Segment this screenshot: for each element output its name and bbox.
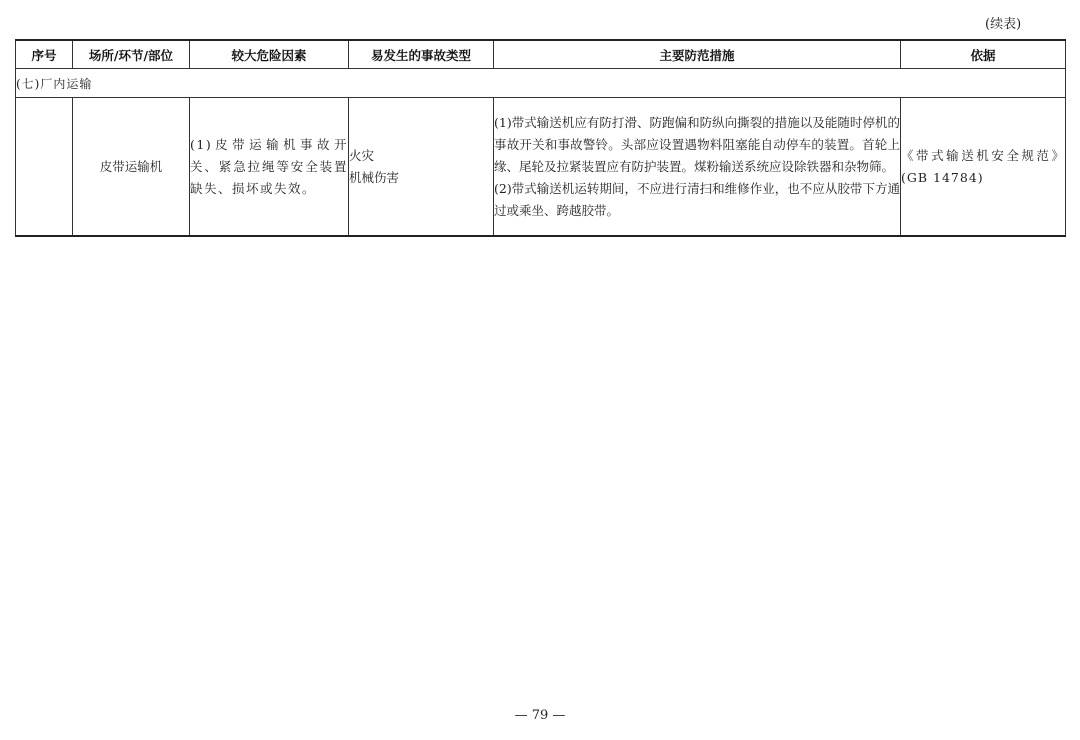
header-accident-type: 易发生的事故类型	[349, 40, 494, 69]
section-title: (七)厂内运输	[16, 69, 1066, 98]
cell-basis: 《带式输送机安全规范》(GB 14784)	[901, 98, 1066, 237]
hazard-table	[15, 39, 1066, 237]
page-number: — 79 —	[514, 708, 566, 723]
header-basis: 依据	[901, 40, 1066, 69]
header-index: 序号	[16, 40, 73, 69]
measure-item-2: (2)带式输送机运转期间，不应进行清扫和维修作业，也不应从胶带下方通过或乘坐、跨越胶带。	[494, 180, 900, 218]
header-place: 场所/环节/部位	[73, 40, 190, 69]
accident-type-mechanical: 机械伤害	[349, 169, 400, 185]
table-row	[16, 98, 1066, 237]
cell-hazard: (1)皮带运输机事故开关、紧急拉绳等安全装置缺失、损坏或失效。	[190, 98, 349, 237]
table-header-row	[16, 40, 1066, 69]
header-measures: 主要防范措施	[494, 40, 901, 69]
cell-place: 皮带运输机	[73, 98, 190, 237]
continued-label: (续表)	[985, 17, 1022, 32]
header-hazard: 较大危险因素	[190, 40, 349, 69]
measure-item-1: (1)带式输送机应有防打滑、防跑偏和防纵向撕裂的措施以及能随时停机的事故开关和事故警铃。头部应设置遇物料阻塞能自动停车的装置。首轮上缘、尾轮及拉紧装置应有防护装置。煤粉输送系统应设除铁器和杂物筛。	[494, 114, 900, 174]
accident-type-fire: 火灾	[349, 147, 375, 163]
cell-index	[16, 98, 73, 237]
cell-accident-type	[349, 98, 494, 237]
cell-measures	[494, 98, 901, 237]
section-row	[16, 69, 1066, 98]
